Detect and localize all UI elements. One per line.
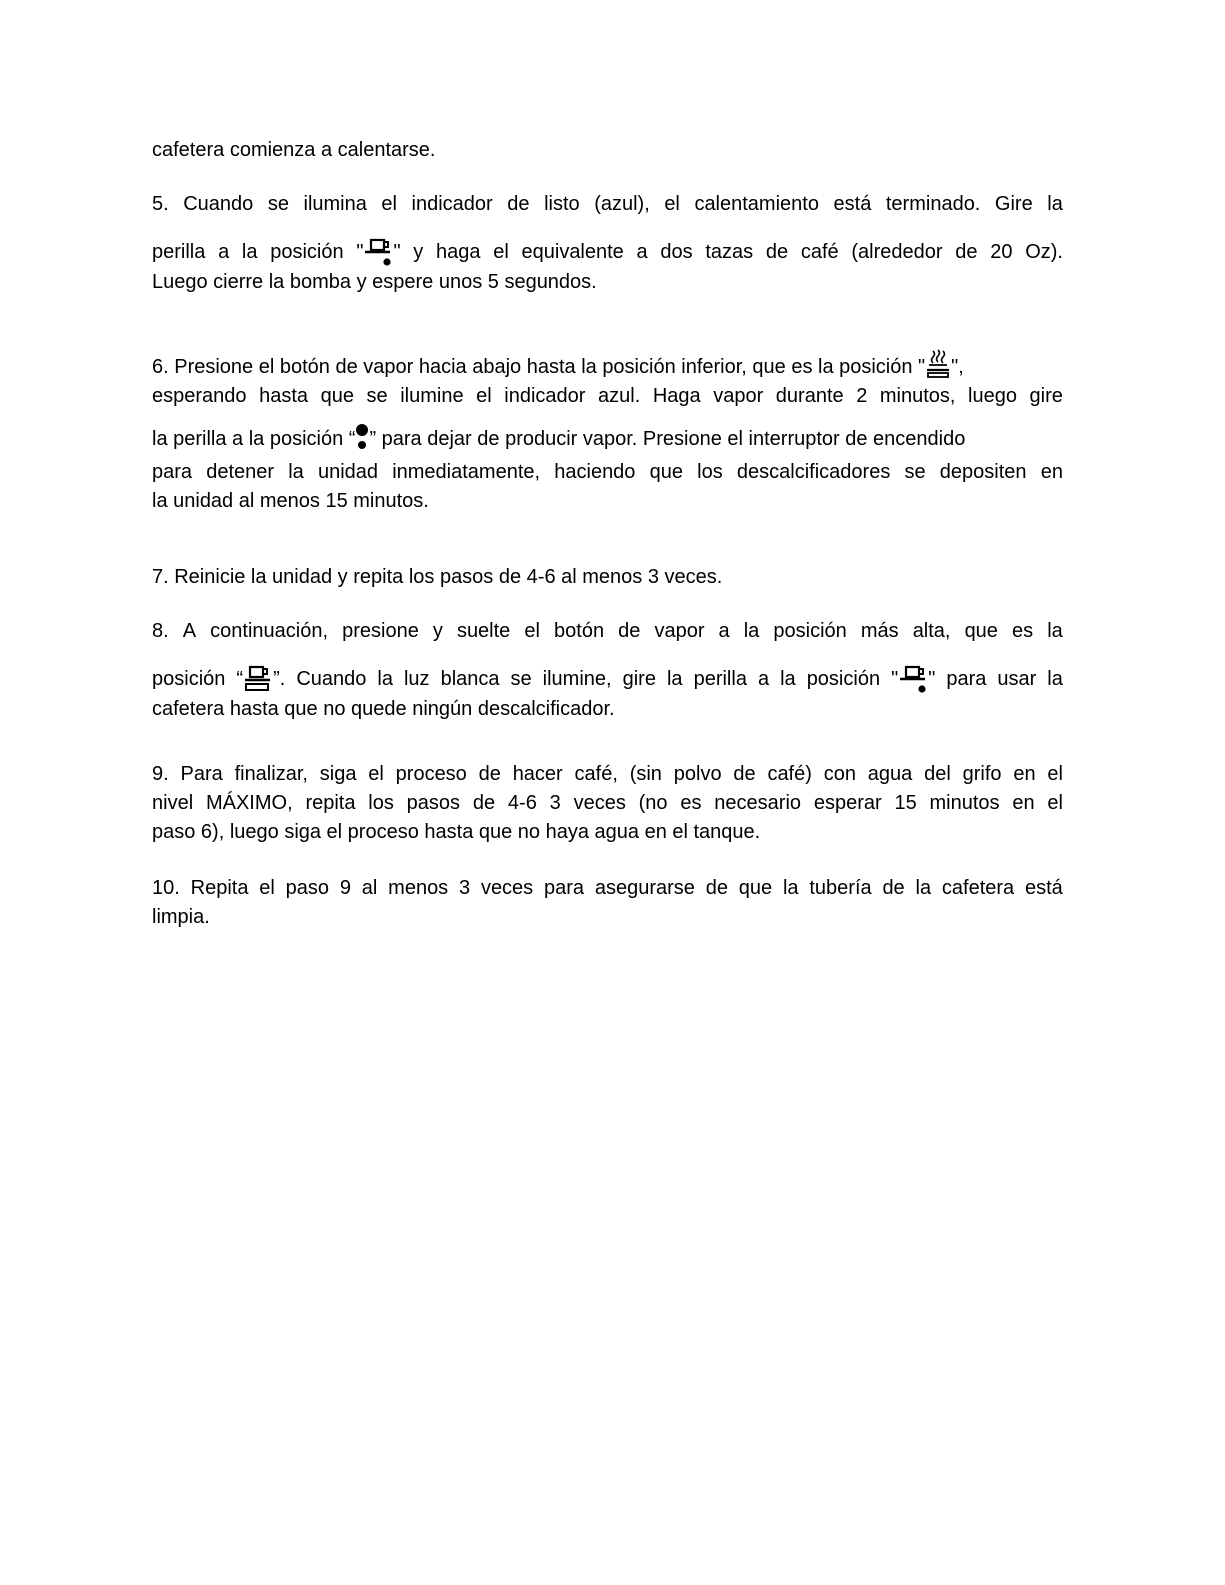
- step-5-line-2: [152, 219, 1063, 267]
- word: listo: [544, 193, 580, 215]
- word: es: [1012, 620, 1034, 642]
- word: (azul),: [594, 193, 650, 215]
- word: presione: [342, 620, 419, 642]
- step-8-line-1: [152, 617, 1063, 646]
- word: al: [361, 877, 378, 899]
- word: los: [368, 792, 394, 814]
- word: (no: [638, 792, 668, 814]
- word: hacer: [512, 763, 563, 785]
- word: haciendo: [554, 461, 636, 483]
- step-10-line-2: limpia.: [152, 906, 210, 928]
- word: vapor: [713, 385, 764, 407]
- word: para: [152, 461, 193, 483]
- word: perilla: [693, 668, 747, 690]
- word: “ ”.: [236, 664, 285, 694]
- word: para: [544, 877, 585, 899]
- word: tubería: [809, 877, 872, 899]
- word: asegurarse: [594, 877, 695, 899]
- word: 4-6: [507, 792, 537, 814]
- word: en: [1040, 461, 1063, 483]
- word: el: [381, 193, 397, 215]
- word: Cuando: [183, 193, 254, 215]
- word: luz: [403, 668, 430, 690]
- word: indicador: [504, 385, 586, 407]
- step-6-line-3: [152, 411, 1063, 454]
- word: la: [782, 877, 799, 899]
- intro-paragraph: [152, 136, 1063, 165]
- intro-line: cafetera comienza a calentarse.: [152, 139, 436, 161]
- word: de: [765, 241, 789, 263]
- word: descalcificadores: [736, 461, 891, 483]
- word: veces: [480, 877, 534, 899]
- step-10-line-1: [152, 874, 1063, 903]
- word: se: [904, 461, 926, 483]
- word: gire: [1029, 385, 1063, 407]
- word: la: [1047, 193, 1063, 215]
- step-8-line-3: cafetera hasta que no quede ningún descalcificador.: [152, 698, 615, 720]
- word: de: [955, 241, 978, 263]
- word: calentamiento: [694, 193, 819, 215]
- word: Gire: [994, 193, 1033, 215]
- word: cafetera: [941, 877, 1015, 899]
- word: hasta: [259, 385, 309, 407]
- word: el: [524, 620, 540, 642]
- word: perilla: [152, 241, 206, 263]
- word: blanca: [440, 668, 500, 690]
- word: de: [882, 877, 905, 899]
- step-6-paragraph: [152, 334, 1063, 516]
- step-6-line-1-after: ",: [951, 356, 964, 378]
- step-7-line-1: 7. Reinicie la unidad y repita los pasos de 4-6 al menos 3 veces.: [152, 566, 723, 588]
- word: con: [823, 763, 856, 785]
- word: unidad: [317, 461, 379, 483]
- word: " ": [356, 237, 400, 267]
- word: el: [493, 241, 509, 263]
- word: a: [636, 241, 648, 263]
- word: a: [218, 241, 230, 263]
- word: a: [718, 620, 730, 642]
- word: la: [241, 241, 258, 263]
- two-dots-icon: [355, 422, 369, 454]
- word: ilumina: [303, 193, 367, 215]
- word: usar: [997, 668, 1037, 690]
- word: proceso: [395, 763, 467, 785]
- word: 3: [459, 877, 471, 899]
- word: grifo: [962, 763, 1002, 785]
- word: el: [1047, 792, 1063, 814]
- word: botón: [554, 620, 605, 642]
- word: detener: [206, 461, 275, 483]
- word: de: [507, 193, 530, 215]
- word: veces: [573, 792, 626, 814]
- word: nivel: [152, 792, 194, 814]
- word: 20: [990, 241, 1013, 263]
- word: minutos,: [879, 385, 956, 407]
- word: Cuando: [296, 668, 367, 690]
- word: 5.: [152, 193, 169, 215]
- word: necesario: [714, 792, 802, 814]
- step-6-line-4: [152, 458, 1063, 487]
- word: Oz).: [1025, 241, 1063, 263]
- word: 8.: [152, 620, 169, 642]
- word: MÁXIMO,: [205, 792, 293, 814]
- word: está: [1024, 877, 1063, 899]
- cup-dot-icon: [898, 664, 928, 694]
- word: en: [1012, 792, 1035, 814]
- word: ilumine: [400, 385, 464, 407]
- word: haga: [435, 241, 481, 263]
- word: azul.: [598, 385, 641, 407]
- word: 9.: [152, 763, 169, 785]
- word: a: [757, 668, 770, 690]
- word: ilumine,: [542, 668, 612, 690]
- word: posición: [773, 620, 847, 642]
- word: café,: [574, 763, 618, 785]
- word: de: [705, 877, 728, 899]
- word: minutos: [929, 792, 1000, 814]
- step-6-line-1: [152, 334, 1063, 382]
- word: en: [1013, 763, 1036, 785]
- word: equivalente: [521, 241, 624, 263]
- word: alta,: [912, 620, 951, 642]
- word: café): [767, 763, 812, 785]
- word: continuación,: [210, 620, 329, 642]
- step-9-line-1: [152, 760, 1063, 789]
- word: de: [618, 620, 641, 642]
- step-5-line-3: Luego cierre la bomba y espere unos 5 segundos.: [152, 271, 597, 293]
- word: el: [368, 763, 384, 785]
- word: esperar: [813, 792, 882, 814]
- word: siga: [319, 763, 357, 785]
- word: luego: [968, 385, 1017, 407]
- step-8-line-2: [152, 646, 1063, 694]
- word: A: [182, 620, 197, 642]
- word: de: [478, 763, 501, 785]
- word: polvo: [673, 763, 722, 785]
- word: el: [1047, 763, 1063, 785]
- word: de: [733, 763, 756, 785]
- steam-icon: [925, 348, 951, 382]
- word: menos: [388, 877, 449, 899]
- cup-dot-icon: [363, 237, 393, 267]
- word: el: [476, 385, 492, 407]
- word: Para: [180, 763, 223, 785]
- word: pasos: [406, 792, 461, 814]
- word: 9: [339, 877, 351, 899]
- word: la: [288, 461, 304, 483]
- step-5-line-1: [152, 190, 1063, 219]
- word: y: [432, 620, 443, 642]
- word: vapor: [654, 620, 705, 642]
- step-6-line-2: [152, 382, 1063, 411]
- word: el: [259, 877, 275, 899]
- cup-tray-icon: [243, 664, 273, 694]
- word: (alrededor: [851, 241, 943, 263]
- step-9-line-2: [152, 789, 1063, 818]
- word: que: [738, 877, 773, 899]
- word: Haga: [652, 385, 701, 407]
- word: la: [780, 668, 796, 690]
- step-8-paragraph: [152, 617, 1063, 724]
- word: la: [1047, 668, 1063, 690]
- word: tazas: [705, 241, 754, 263]
- step-9-paragraph: [152, 760, 1063, 847]
- step-10-paragraph: [152, 874, 1063, 932]
- word: indicador: [411, 193, 493, 215]
- word: de: [472, 792, 496, 814]
- word: que: [320, 385, 354, 407]
- word: del: [924, 763, 951, 785]
- step-6-line-1-before: 6. Presione el botón de vapor hacia abajo hasta la posición inferior, que es la posición ": [152, 356, 926, 378]
- word: 2: [856, 385, 868, 407]
- word: la: [1047, 620, 1063, 642]
- word: posición: [806, 668, 881, 690]
- word: repita: [305, 792, 356, 814]
- word: inmediatamente,: [392, 461, 541, 483]
- step-6-line-3-before: la perilla a la posición “: [152, 428, 356, 450]
- step-7-paragraph: [152, 563, 1063, 592]
- word: " ": [891, 664, 935, 694]
- word: gire: [622, 668, 656, 690]
- word: 15: [894, 792, 917, 814]
- word: 3: [549, 792, 561, 814]
- word: la: [377, 668, 393, 690]
- word: terminado.: [885, 193, 981, 215]
- word: paso: [285, 877, 330, 899]
- word: suelte: [456, 620, 511, 642]
- word: Repita: [190, 877, 249, 899]
- word: durante: [775, 385, 844, 407]
- word: posición: [270, 241, 344, 263]
- word: dos: [660, 241, 693, 263]
- step-6-line-3-after: ” para dejar de producir vapor. Presione el interruptor de encendido: [369, 428, 966, 450]
- word: 10.: [152, 877, 180, 899]
- word: posición: [152, 668, 226, 690]
- word: que: [964, 620, 998, 642]
- word: la: [915, 877, 932, 899]
- word: está: [833, 193, 872, 215]
- word: depositen: [939, 461, 1027, 483]
- word: agua: [867, 763, 913, 785]
- step-6-line-5: la unidad al menos 15 minutos.: [152, 490, 429, 512]
- word: café: [800, 241, 839, 263]
- word: (sin: [629, 763, 662, 785]
- word: es: [680, 792, 702, 814]
- step-5-paragraph: [152, 190, 1063, 297]
- step-9-line-3: paso 6), luego siga el proceso hasta que no haya agua en el tanque.: [152, 821, 761, 843]
- word: el: [664, 193, 680, 215]
- word: para: [946, 668, 987, 690]
- word: se: [366, 385, 388, 407]
- word: se: [510, 668, 532, 690]
- word: los: [697, 461, 723, 483]
- word: la: [666, 668, 683, 690]
- word: se: [267, 193, 289, 215]
- word: esperando: [152, 385, 247, 407]
- word: la: [743, 620, 760, 642]
- word: finalizar,: [234, 763, 308, 785]
- word: más: [860, 620, 899, 642]
- word: y: [413, 241, 424, 263]
- word: que: [649, 461, 683, 483]
